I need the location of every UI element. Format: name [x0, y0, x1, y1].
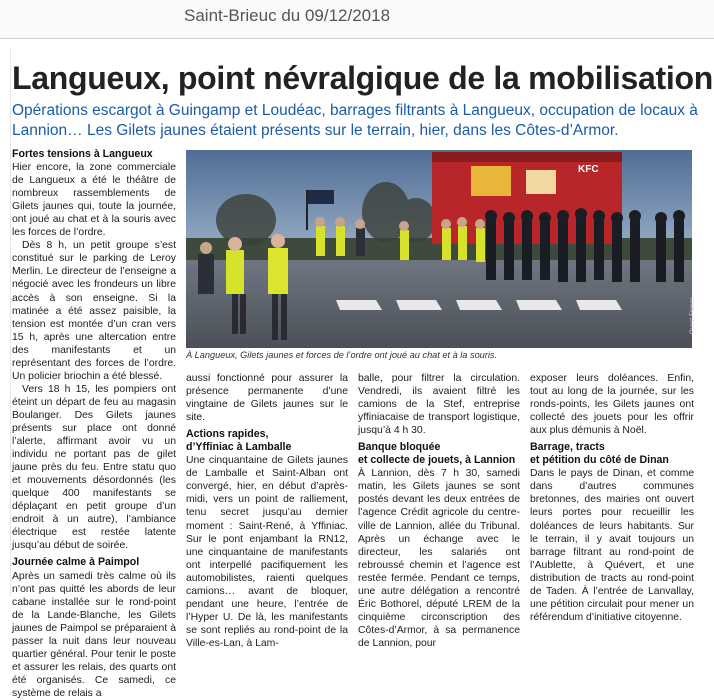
paragraph: Hier encore, la zone commerciale de Langueux a été le théâtre de nombreux rassemblements de Gilets jaunes qui, toute la journée, ont joué au chat et à la souris avec les forces de l’ordre. — [12, 162, 176, 239]
paragraph: Une cinquantaine de Gilets jaunes de Lamballe et Saint-Alban ont convergé, hier, en début d’après-midi, vers un point de ralliement, tenu secret jusqu’au dernier moment : Saint-René, à Yffiniac. Sur le pont enjambant la RN12, une cinquantaine de manifestants ont interpellé pacifiquement les automobilistes, raienti quelques camions… avant de bloquer, pendant une heure, l’entrée de l’Hyper U. De là, les manifestants se sont repliés au rond-point de la Ville-es-Lan, à Lam- — [186, 455, 348, 649]
paragraph: aussi fonctionné pour assurer la présence permanente d’une vingtaine de Gilets jaunes sur le site. — [186, 373, 348, 424]
subhead-langueux: Fortes tensions à Langueux — [12, 148, 153, 160]
paragraph: À Lannion, dès 7 h 30, samedi matin, les Gilets jaunes se sont postés devant les deux entrées de l’agence Crédit agricole du centre-ville de Lannion, allée du Tribunal. Après un échange avec le directeur, les salariés ont rebroussé chemin et l’agence est restée fermée. Pendant ce temps, une autre délégation a rencontré Éric Bothorel, député LREM de la cinquième circonscription des Côtes-d’Armor, à sa permanence de Lannion, pour — [358, 468, 520, 649]
paragraph: exposer leurs doléances. Enfin, tout au long de la journée, sur les ronds-points, les Gilets jaunes ont collecté des jouets pour les offrir aux plus démunis à Noël. — [530, 373, 694, 437]
article-headline: Langueux, point névralgique de la mobilisation — [12, 60, 713, 96]
column-3 — [358, 372, 520, 650]
subhead-dinan-line2: et pétition du côté de Dinan — [530, 454, 669, 467]
photo-credit: Ouest-France — [690, 297, 696, 334]
photo-caption: À Langueux, Gilets jaunes et forces de l’ordre ont joué au chat et à la souris. — [186, 350, 498, 360]
paragraph: Après un samedi très calme où ils n’ont pas quitté les abords de leur cabane installée sur le rond-point de la Lande-Blanche, les Gilets jaunes de Paimpol se préparaient à passer la nuit dans leur nouveau quartier général. Pour tenir le poste et assurer les relais, des quarts ont été organisés. Ce samedi, ce système de relais a — [12, 570, 176, 699]
subhead-dinan-line1: Barrage, tracts — [530, 441, 605, 454]
kfc-sign: KFC — [578, 164, 599, 175]
article-standfirst: Opérations escargot à Guingamp et Loudéac, barrages filtrants à Langueux, occupation de locaux à Lannion… Les Gilets jaunes étaient présents sur le terrain, hier, dans les Côtes-d’Armor. — [12, 102, 698, 139]
article-photo — [186, 150, 692, 348]
subhead-lannion-line1: Banque bloquée — [358, 441, 441, 454]
paragraph: Dès 8 h, un petit groupe s’est constitué sur le parking de Leroy Merlin. Le directeur de l’enseigne a négocié avec les frondeurs un libre accès à son enseigne. Si la matinée a été assez paisible, la tension est montée d’un cran vers 15 h, après une altercation entre des manifestants et un représentant des forces de l’ordre. Un policier briochin a été blessé. — [12, 240, 176, 382]
paragraph: balle, pour filtrer la circulation. Vendredi, ils avaient filtré les camions de la Stef, entreprise yffiniacaise de transport logistique, jusqu’à 4 h 30. — [358, 373, 520, 437]
subhead-lannion-line2: et collecte de jouets, à Lannion — [358, 454, 516, 467]
subhead-yffiniac-line1: Actions rapides, — [186, 428, 269, 441]
subhead-yffiniac-line2: d’Yffiniac à Lamballe — [186, 441, 292, 454]
column-4 — [530, 372, 694, 624]
paragraph: Vers 18 h 15, les pompiers ont éteint un départ de feu au magasin Boulanger. Des Gilets jaunes présents sur place ont donné l’alerte, affirmant avoir vu un individu ne portant pas de gilet jaune près du feu. Entre statu quo et mouvements désordonnés (les quelque 400 manifestants se déplaçant en petit groupe d’un endroit à un autre), l’ambiance électrique est restée latente jusqu’au début de soirée. — [12, 383, 176, 552]
column-2 — [186, 372, 348, 650]
paragraph: Dans le pays de Dinan, et comme dans d’autres communes bretonnes, des mairies ont ouvert leurs portes pour recueillir les doléances de leurs habitants. Sur le terrain, il y avait toujours un barrage filtrant au rond-point de l’Aublette, à Quévert, et une distribution de tracts au rond-point de Taden. À l’entrée de Lanvallay, une pétition circulait pour mener un référendum d’initiative citoyenne. — [530, 468, 694, 623]
column-1 — [12, 148, 176, 700]
source-header — [0, 0, 714, 39]
protest-scene-photo — [186, 150, 692, 348]
subhead-paimpol: Journée calme à Paimpol — [12, 556, 140, 569]
source-title: Saint-Brieuc du 09/12/2018 — [184, 6, 391, 25]
